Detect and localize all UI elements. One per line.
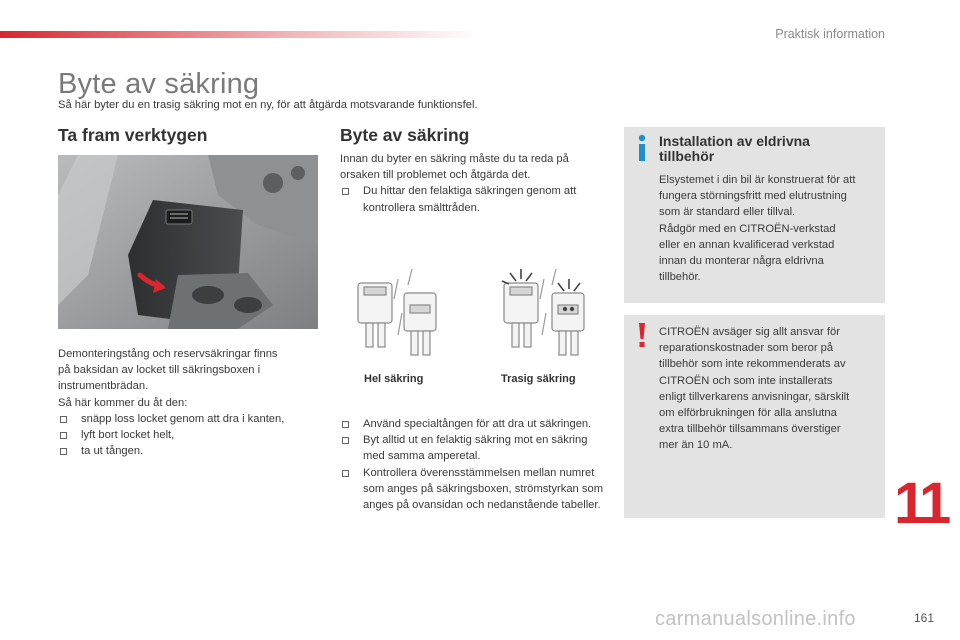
- tools-bullet: ta ut tången.: [58, 443, 318, 459]
- info-line: Elsystemet i din bil är konstruerat för att: [659, 174, 856, 186]
- warning-icon: [632, 319, 652, 349]
- replace-fuse-heading: Byte av säkring: [340, 125, 470, 145]
- section-header: Praktisk information: [775, 27, 885, 41]
- warning-box: [624, 315, 885, 518]
- page-intro: Så här byter du en trasig säkring mot en ny, för att åtgärda motsvarande funktionsfel.: [58, 99, 478, 111]
- tools-bullet: snäpp loss locket genom att dra i kanten,: [58, 411, 318, 427]
- tools-line: instrumentbrädan.: [58, 380, 149, 393]
- warning-line: om elförbrukningen för alla anslutna: [659, 407, 837, 420]
- broken-fuse-label: Trasig säkring: [501, 373, 576, 385]
- info-line: innan du monterar några eldrivna: [659, 255, 824, 268]
- warning-line: CITROËN och som inte installerats: [659, 374, 833, 387]
- replace-intro-text: [340, 151, 606, 216]
- info-line: eller en annan kvalificerad verkstad: [659, 238, 835, 251]
- warning-line: mer än 10 mA.: [659, 439, 733, 452]
- fuse-illustration: [340, 255, 606, 365]
- chapter-number: 11: [894, 471, 948, 536]
- warning-box-text: [659, 324, 877, 454]
- good-fuse-label: Hel säkring: [364, 373, 424, 385]
- warning-line: enligt tillverkarens anvisningar, särskilt: [659, 390, 850, 403]
- page-number: 161: [914, 611, 935, 625]
- info-line: som är standard eller tillval.: [659, 206, 796, 219]
- warning-line: reparationskostnader som beror på: [659, 342, 834, 355]
- tools-line: Så här kommer du åt den:: [58, 396, 188, 409]
- tools-heading: Ta fram verktygen: [58, 125, 208, 145]
- info-box: [624, 127, 885, 303]
- replace-instructions: [340, 416, 606, 513]
- replace-bullet: Byt alltid ut en felaktig säkring mot en säkring med samma amperetal.: [340, 432, 606, 464]
- warning-line: extra tillbehör tillsammans överstiger: [659, 423, 841, 436]
- replace-bullet: Kontrollera överensstämmelsen mellan numret som anges på säkringsboxen, strömstyrkan som anges på ovansidan och nedanstående tabeller.: [340, 465, 606, 514]
- replace-line: orsaken till problemet och åtgärda det.: [340, 169, 531, 182]
- replace-bullet: Du hittar den felaktiga säkringen genom att kontrollera smälttråden.: [340, 183, 606, 215]
- fuse-box-cover-photo: [58, 155, 318, 329]
- tools-bullet-list: [58, 411, 318, 460]
- info-line: Rådgör med en CITROËN-verkstad: [659, 222, 836, 235]
- warning-line: tillbehör som inte rekommenderats av: [659, 358, 846, 371]
- replace-bullet: Använd specialtången för att dra ut säkringen.: [340, 416, 606, 432]
- info-box-text: [659, 172, 877, 285]
- info-line: fungera störningsfritt med elutrustning: [659, 190, 847, 203]
- info-icon: [634, 133, 650, 163]
- info-box-title: Installation av eldrivna tillbehör: [659, 133, 810, 164]
- page-title: Byte av säkring: [58, 68, 260, 100]
- tools-line: på baksidan av locket till säkringsboxen i: [58, 364, 261, 377]
- top-accent-bar: [0, 31, 480, 38]
- replace-bullet-list-bottom: [340, 416, 606, 513]
- replace-line: Innan du byter en säkring måste du ta reda på: [340, 153, 569, 165]
- tools-text: [58, 346, 318, 459]
- watermark: carmanualsonline.info: [655, 608, 856, 630]
- tools-bullet: lyft bort locket helt,: [58, 427, 318, 443]
- replace-bullet-list-top: [340, 183, 606, 215]
- tools-line: Demonteringstång och reservsäkringar finns: [58, 348, 278, 360]
- warning-line: CITROËN avsäger sig allt ansvar för: [659, 326, 840, 338]
- info-line: tillbehör.: [659, 271, 701, 284]
